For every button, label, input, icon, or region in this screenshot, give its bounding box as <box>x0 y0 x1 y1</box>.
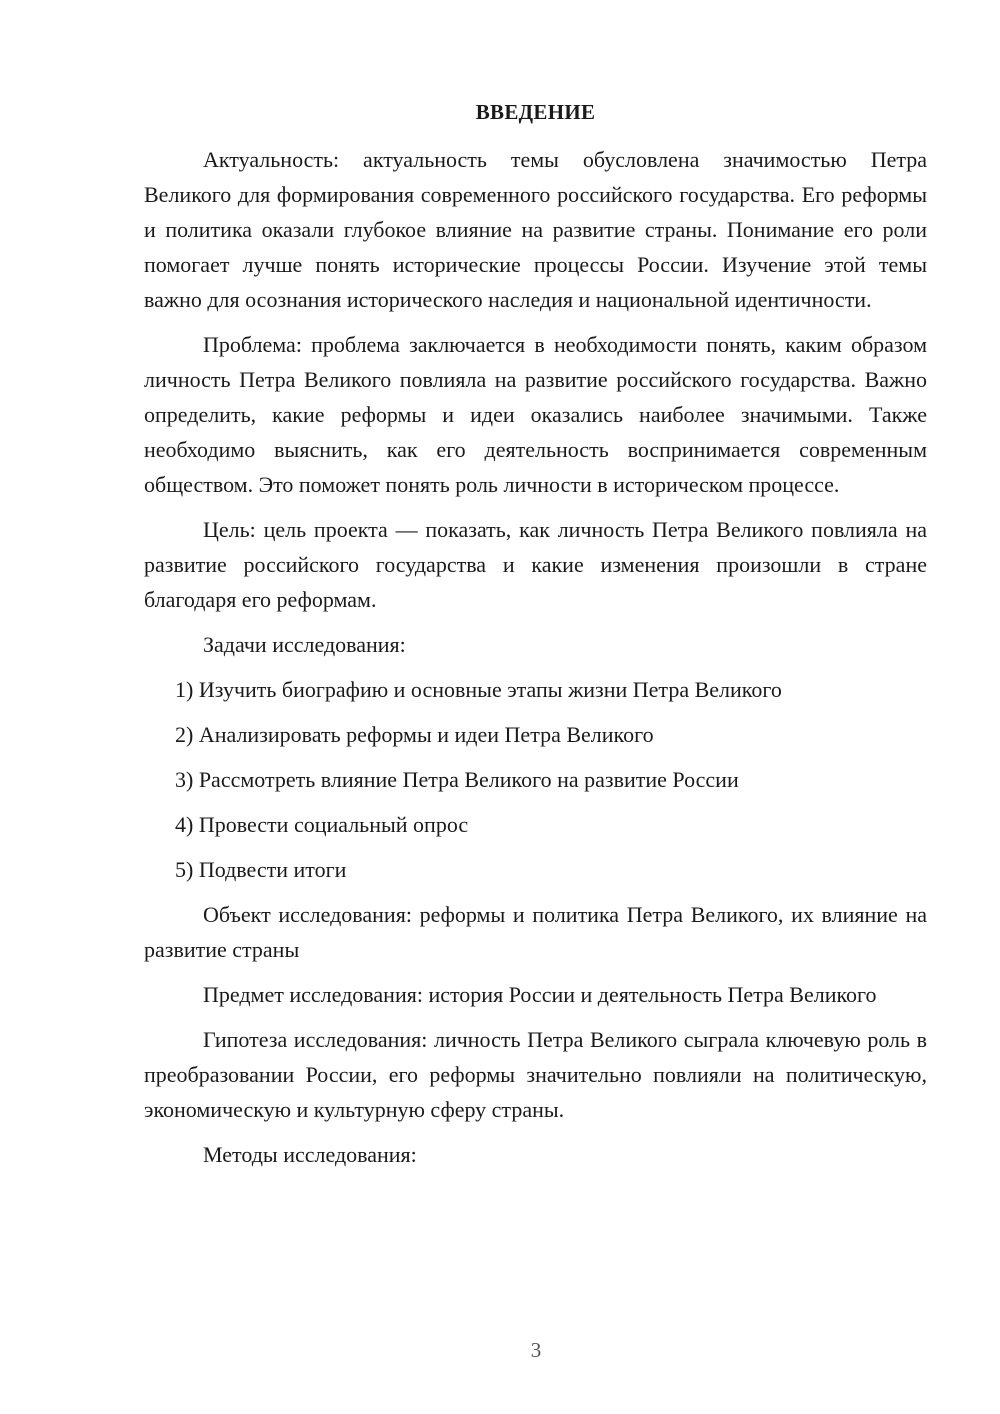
task-item-2: 2) Анализировать реформы и идеи Петра Великого <box>175 722 654 747</box>
page-content <box>144 142 927 1182</box>
task-item-4: 4) Провести социальный опрос <box>175 812 469 837</box>
page-number: 3 <box>530 1338 542 1362</box>
paragraph-relevance: Актуальность: актуальность темы обусловлена значимостью Петра Великого для формирования современного российского государства. Его реформы и политика оказали глубокое влияние на развитие страны. Понимание его роли помогает лучше понять исторические процессы России. Изучение этой темы важно для осознания исторического наследия и национальной идентичности. <box>144 147 927 312</box>
task-item-1: 1) Изучить биографию и основные этапы жизни Петра Великого <box>175 677 782 702</box>
tasks-heading: Задачи исследования: <box>203 632 406 657</box>
paragraph-goal: Цель: цель проекта — показать, как личность Петра Великого повлияла на развитие российского государства и какие изменения произошли в стране благодаря его реформам. <box>144 517 927 612</box>
paragraph-object: Объект исследования: реформы и политика Петра Великого, их влияние на развитие страны <box>144 902 927 962</box>
task-item-3: 3) Рассмотреть влияние Петра Великого на развитие России <box>175 767 739 792</box>
paragraph-subject: Предмет исследования: история России и деятельность Петра Великого <box>203 982 877 1007</box>
paragraph-hypothesis: Гипотеза исследования: личность Петра Великого сыграла ключевую роль в преобразовании России, его реформы значительно повлияли на политическую, экономическую и культурную сферу страны. <box>144 1027 927 1122</box>
tasks-list <box>144 672 927 887</box>
methods-heading: Методы исследования: <box>203 1142 417 1167</box>
task-item-5: 5) Подвести итоги <box>175 857 347 882</box>
paragraph-problem: Проблема: проблема заключается в необходимости понять, каким образом личность Петра Великого повлияла на развитие российского государства. Важно определить, какие реформы и идеи оказались наиболее значимыми. Также необходимо выяснить, как его деятельность воспринимается современным обществом. Это поможет понять роль личности в историческом процессе. <box>144 332 927 497</box>
page-title: ВВЕДЕНИЕ <box>475 100 596 124</box>
